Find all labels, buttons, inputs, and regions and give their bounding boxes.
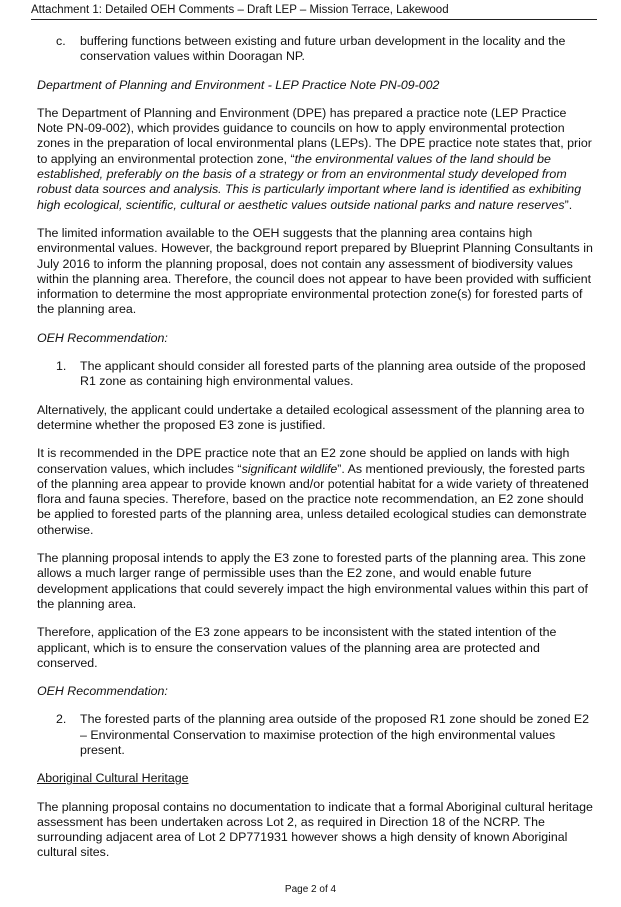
document-body bbox=[37, 34, 593, 874]
paragraph-inconsistent: Therefore, application of the E3 zone appears to be inconsistent with the stated intention of the applicant, which is to ensure the conservation values of the planning area are protected and conserved. bbox=[37, 625, 557, 670]
paragraph-heritage: The planning proposal contains no documentation to indicate that a formal Aboriginal cultural heritage assessment has been undertaken across Lot 2, as required in Direction 18 of the NCRP. The surrounding adjacent area of Lot 2 DP771931 however shows a high density of known Aboriginal cultural sites. bbox=[37, 799, 593, 860]
recommendation-text: The forested parts of the planning area outside of the proposed R1 zone should be zoned E2 – Environmental Conservation to maximise protection of the high environmental values present. bbox=[80, 712, 590, 757]
page-footer: Page 2 of 4 bbox=[284, 884, 337, 895]
section-heading-dpe: Department of Planning and Environment - LEP Practice Note PN-09-002 bbox=[37, 77, 440, 92]
paragraph-dpe-practice-note bbox=[37, 106, 593, 213]
paragraph-text-end: ”. bbox=[564, 197, 573, 212]
recommendation-text: The applicant should consider all forested parts of the planning area outside of the proposed R1 zone as containing high environmental values. bbox=[80, 359, 586, 389]
list-marker: 2. bbox=[56, 712, 67, 727]
paragraph-e2-zone bbox=[37, 446, 593, 538]
quoted-text: significant wildlife bbox=[241, 461, 338, 476]
list-item-text: buffering functions between existing and future urban development in the locality and the conservation values within Dooragan NP. bbox=[80, 34, 566, 64]
paragraph-alternatively: Alternatively, the applicant could undertake a detailed ecological assessment of the planning area to determine whether the proposed E3 zone is justified. bbox=[37, 402, 585, 432]
paragraph-limited-information: The limited information available to the OEH suggests that the planning area contains high environmental values. However, the background report prepared by Blueprint Planning Consultants in July 2016 to inform the planning proposal, does not contain any assessment of biodiversity values within the planning area. Therefore, the council does not appear to have been provided with sufficient information to determine the most appropriate environmental protection zone(s) for forested parts of the planning area. bbox=[37, 225, 593, 317]
recommendation-heading-2: OEH Recommendation: bbox=[37, 684, 168, 699]
paragraph-e3-zone: The planning proposal intends to apply the E3 zone to forested parts of the planning area. This zone allows a much larger range of permissible uses than the E2 zone, and would enable future development applications that could severely impact the high environmental values within this part of the planning area. bbox=[37, 551, 589, 611]
section-heading-heritage: Aboriginal Cultural Heritage bbox=[37, 771, 189, 786]
list-marker: c. bbox=[56, 34, 66, 48]
list-marker: 1. bbox=[56, 359, 67, 374]
recommendation-heading-1: OEH Recommendation: bbox=[37, 330, 168, 345]
paragraph-text-end: ”. As mentioned previously, the forested parts of the planning area appear to provide known and/or potential habitat for a wide variety of threatened flora and fauna species. Therefore, based on the practice note recommendation, an E2 zone should be applied to forested parts of the planning area, unless detailed ecological studies can demonstrate otherwise. bbox=[37, 461, 589, 537]
page-header: Attachment 1: Detailed OEH Comments – Draft LEP – Mission Terrace, Lakewood bbox=[31, 3, 597, 20]
recommendation-1 bbox=[37, 359, 593, 390]
recommendation-2 bbox=[37, 712, 593, 758]
paragraph-text: It is recommended in the DPE practice note that an E2 zone should be applied on lands with high conservation values, which includes “ bbox=[37, 446, 570, 476]
quoted-text: the environmental values of the land should be established, preferably on the basis of a strategy or from an environmental study developed from robust data sources and analysis. This is particularly important where land is identified as exhibiting high ecological, scientific, cultural or aesthetic values outside national parks and nature reserves bbox=[37, 151, 582, 212]
list-item-c bbox=[37, 34, 593, 65]
paragraph-text: The Department of Planning and Environment (DPE) has prepared a practice note (LEP Practice Note PN-09-002), which provides guidance to councils on how to apply environmental protection zones in the preparation of local environmental plans (LEPs). The DPE practice note states that, prior to applying an environmental protection zone, “ bbox=[37, 105, 592, 166]
